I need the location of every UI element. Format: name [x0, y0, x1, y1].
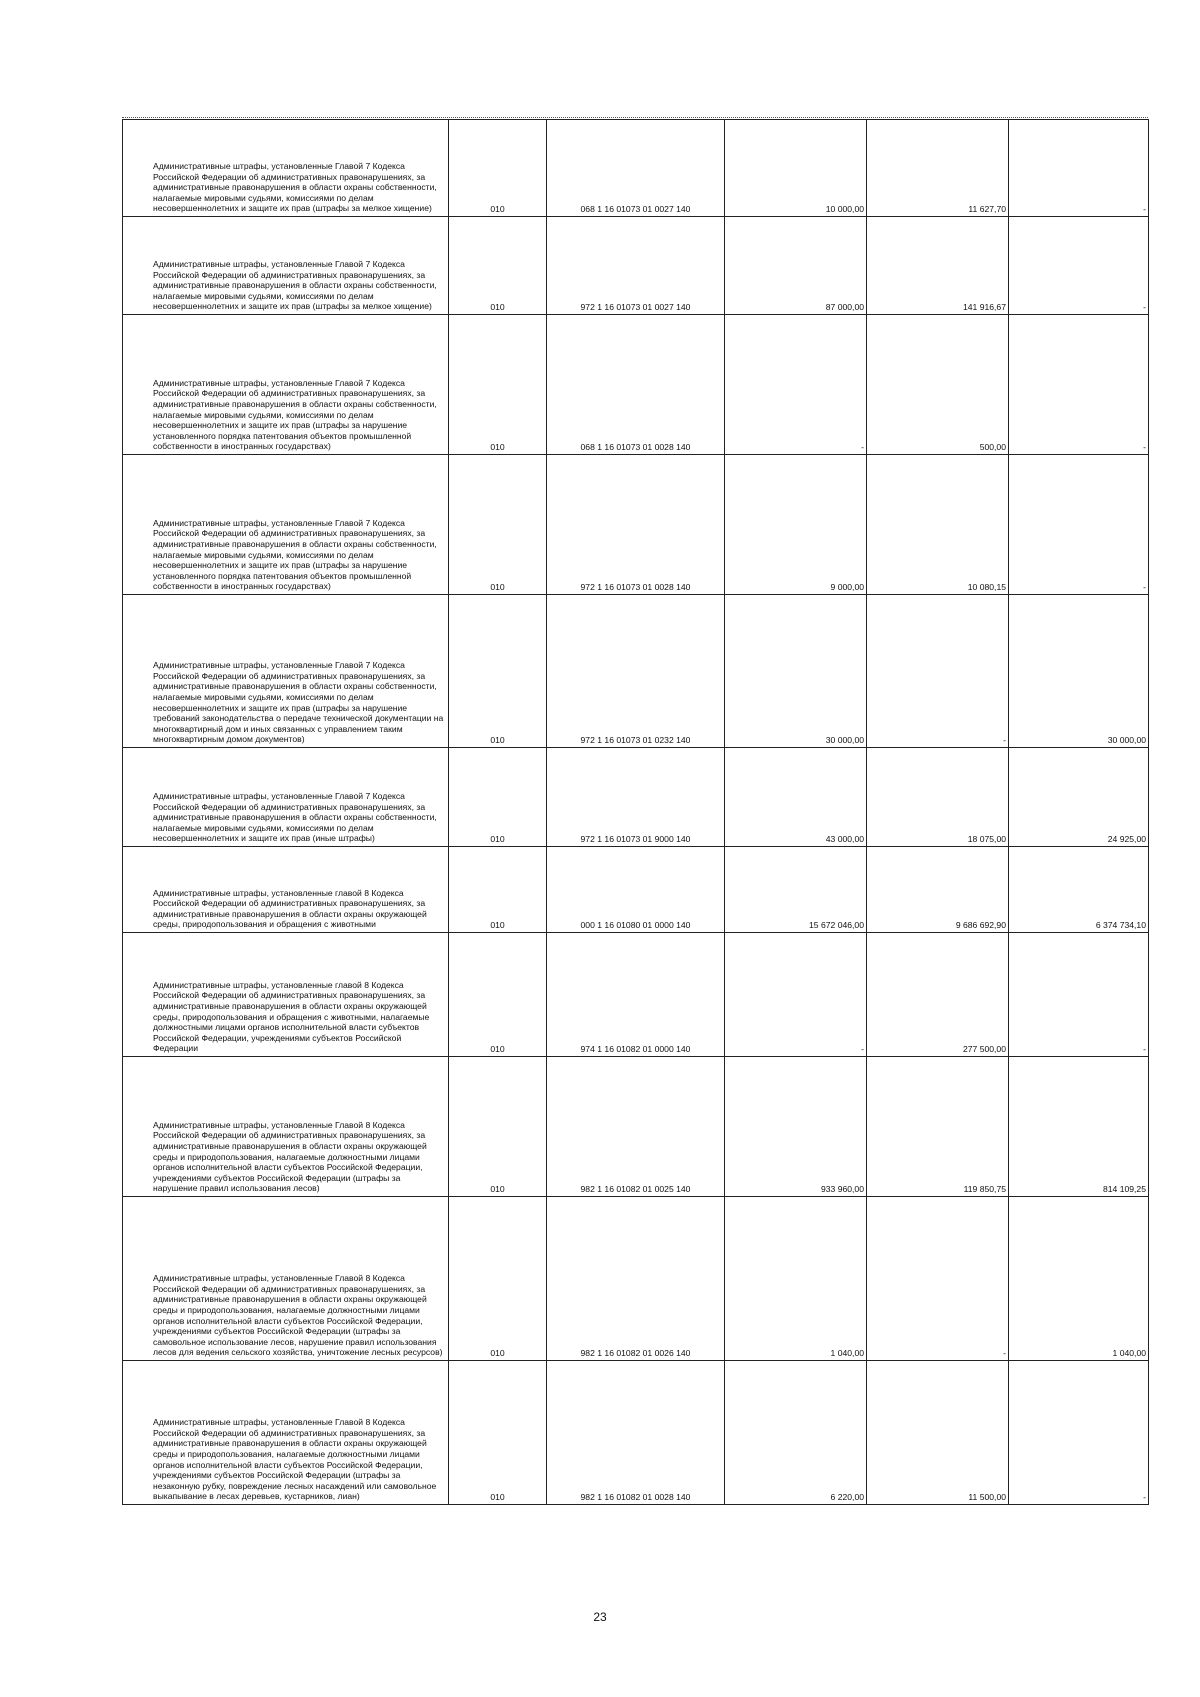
row-budget-classification-code: 000 1 16 01080 01 0000 140 — [547, 847, 725, 933]
row-approved-amount: 6 220,00 — [725, 1361, 867, 1505]
row-unexecuted-amount: 6 374 734,10 — [1009, 847, 1149, 933]
row-line-code: 010 — [449, 455, 547, 595]
row-executed-amount: - — [867, 595, 1009, 748]
row-executed-amount: - — [867, 1197, 1009, 1361]
row-unexecuted-amount: - — [1009, 217, 1149, 315]
row-unexecuted-amount: - — [1009, 455, 1149, 595]
table-row — [123, 217, 1149, 315]
row-approved-amount: 87 000,00 — [725, 217, 867, 315]
row-line-code: 010 — [449, 933, 547, 1057]
row-budget-classification-code: 982 1 16 01082 01 0025 140 — [547, 1057, 725, 1197]
row-description: Административные штрафы, установленные Главой 8 Кодекса Российской Федерации об административных правонарушениях, за административные правонарушения в области охраны окружающей среды и природопользования, налагаемые должностными лицами органов исполнительной власти субъектов Российской Федерации, учреждениями субъектов Российской Федерации (штрафы за нарушение правил использования лесов) — [123, 1057, 449, 1197]
row-approved-amount: - — [725, 933, 867, 1057]
table-row — [123, 748, 1149, 847]
row-executed-amount: 500,00 — [867, 315, 1009, 455]
row-line-code: 010 — [449, 1361, 547, 1505]
row-budget-classification-code: 972 1 16 01073 01 9000 140 — [547, 748, 725, 847]
row-line-code: 010 — [449, 217, 547, 315]
row-unexecuted-amount: - — [1009, 120, 1149, 217]
table-row — [123, 933, 1149, 1057]
revenue-table-body — [123, 120, 1149, 1505]
row-description: Административные штрафы, установленные главой 8 Кодекса Российской Федерации об административных правонарушениях, за административные правонарушения в области охраны окружающей среды, природопользования и обращения с животными — [123, 847, 449, 933]
row-line-code: 010 — [449, 1057, 547, 1197]
row-budget-classification-code: 982 1 16 01082 01 0026 140 — [547, 1197, 725, 1361]
row-approved-amount: 30 000,00 — [725, 595, 867, 748]
row-approved-amount: 15 672 046,00 — [725, 847, 867, 933]
row-unexecuted-amount: 24 925,00 — [1009, 748, 1149, 847]
row-budget-classification-code: 972 1 16 01073 01 0028 140 — [547, 455, 725, 595]
row-budget-classification-code: 068 1 16 01073 01 0028 140 — [547, 315, 725, 455]
row-approved-amount: 10 000,00 — [725, 120, 867, 217]
table-row — [123, 1197, 1149, 1361]
row-unexecuted-amount: - — [1009, 1361, 1149, 1505]
row-line-code: 010 — [449, 120, 547, 217]
row-description: Административные штрафы, установленные Главой 7 Кодекса Российской Федерации об административных правонарушениях, за административные правонарушения в области охраны собственности, налагаемые мировыми судьями, комиссиями по делам несовершеннолетних и защите их прав (штрафы за нарушение установленного порядка патентования объектов промышленной собственности в иностранных государствах) — [123, 455, 449, 595]
row-executed-amount: 10 080,15 — [867, 455, 1009, 595]
row-description: Административные штрафы, установленные Главой 8 Кодекса Российской Федерации об административных правонарушениях, за административные правонарушения в области охраны окружающей среды и природопользования, налагаемые должностными лицами органов исполнительной власти субъектов Российской Федерации, учреждениями субъектов Российской Федерации (штрафы за незаконную рубку, повреждение лесных насаждений или самовольное выкапывание в лесах деревьев, кустарников, лиан) — [123, 1361, 449, 1505]
row-budget-classification-code: 974 1 16 01082 01 0000 140 — [547, 933, 725, 1057]
table-row — [123, 595, 1149, 748]
row-line-code: 010 — [449, 748, 547, 847]
row-executed-amount: 11 500,00 — [867, 1361, 1009, 1505]
table-row — [123, 455, 1149, 595]
row-line-code: 010 — [449, 1197, 547, 1361]
row-approved-amount: 43 000,00 — [725, 748, 867, 847]
table-row — [123, 1361, 1149, 1505]
row-executed-amount: 141 916,67 — [867, 217, 1009, 315]
row-unexecuted-amount: - — [1009, 315, 1149, 455]
row-description: Административные штрафы, установленные Главой 7 Кодекса Российской Федерации об административных правонарушениях, за административные правонарушения в области охраны собственности, налагаемые мировыми судьями, комиссиями по делам несовершеннолетних и защите их прав (иные штрафы) — [123, 748, 449, 847]
row-executed-amount: 9 686 692,90 — [867, 847, 1009, 933]
row-unexecuted-amount: 30 000,00 — [1009, 595, 1149, 748]
row-executed-amount: 119 850,75 — [867, 1057, 1009, 1197]
table-row — [123, 1057, 1149, 1197]
table-row — [123, 847, 1149, 933]
row-approved-amount: 9 000,00 — [725, 455, 867, 595]
row-unexecuted-amount: - — [1009, 933, 1149, 1057]
row-approved-amount: 933 960,00 — [725, 1057, 867, 1197]
revenue-table — [122, 119, 1149, 1505]
row-description: Административные штрафы, установленные Главой 7 Кодекса Российской Федерации об административных правонарушениях, за административные правонарушения в области охраны собственности, налагаемые мировыми судьями, комиссиями по делам несовершеннолетних и защите их прав (штрафы за нарушение требований законодательства о передаче технической документации на многоквартирный дом и иных связанных с управлением таким многоквартирным домом документов) — [123, 595, 449, 748]
row-description: Административные штрафы, установленные главой 8 Кодекса Российской Федерации об административных правонарушениях, за административные правонарушения в области охраны окружающей среды, природопользования и обращения с животными, налагаемые должностными лицами органов исполнительной власти субъектов Российской Федерации, учреждениями субъектов Российской Федерации — [123, 933, 449, 1057]
row-line-code: 010 — [449, 315, 547, 455]
row-budget-classification-code: 068 1 16 01073 01 0027 140 — [547, 120, 725, 217]
row-budget-classification-code: 972 1 16 01073 01 0027 140 — [547, 217, 725, 315]
row-line-code: 010 — [449, 595, 547, 748]
row-description: Административные штрафы, установленные Главой 7 Кодекса Российской Федерации об административных правонарушениях, за административные правонарушения в области охраны собственности, налагаемые мировыми судьями, комиссиями по делам несовершеннолетних и защите их прав (штрафы за мелкое хищение) — [123, 120, 449, 217]
row-executed-amount: 277 500,00 — [867, 933, 1009, 1057]
row-unexecuted-amount: 814 109,25 — [1009, 1057, 1149, 1197]
page-number: 23 — [593, 1610, 607, 1624]
row-description: Административные штрафы, установленные Главой 7 Кодекса Российской Федерации об административных правонарушениях, за административные правонарушения в области охраны собственности, налагаемые мировыми судьями, комиссиями по делам несовершеннолетних и защите их прав (штрафы за мелкое хищение) — [123, 217, 449, 315]
row-approved-amount: - — [725, 315, 867, 455]
row-line-code: 010 — [449, 847, 547, 933]
row-description: Административные штрафы, установленные Главой 8 Кодекса Российской Федерации об административных правонарушениях, за административные правонарушения в области охраны окружающей среды и природопользования, налагаемые должностными лицами органов исполнительной власти субъектов Российской Федерации, учреждениями субъектов Российской Федерации (штрафы за самовольное использование лесов, нарушение правил использования лесов для ведения сельского хозяйства, уничтожение лесных ресурсов) — [123, 1197, 449, 1361]
table-row — [123, 315, 1149, 455]
row-executed-amount: 18 075,00 — [867, 748, 1009, 847]
table-row — [123, 120, 1149, 217]
row-unexecuted-amount: 1 040,00 — [1009, 1197, 1149, 1361]
row-budget-classification-code: 982 1 16 01082 01 0028 140 — [547, 1361, 725, 1505]
row-budget-classification-code: 972 1 16 01073 01 0232 140 — [547, 595, 725, 748]
row-description: Административные штрафы, установленные Главой 7 Кодекса Российской Федерации об административных правонарушениях, за административные правонарушения в области охраны собственности, налагаемые мировыми судьями, комиссиями по делам несовершеннолетних и защите их прав (штрафы за нарушение установленного порядка патентования объектов промышленной собственности в иностранных государствах) — [123, 315, 449, 455]
row-approved-amount: 1 040,00 — [725, 1197, 867, 1361]
row-executed-amount: 11 627,70 — [867, 120, 1009, 217]
